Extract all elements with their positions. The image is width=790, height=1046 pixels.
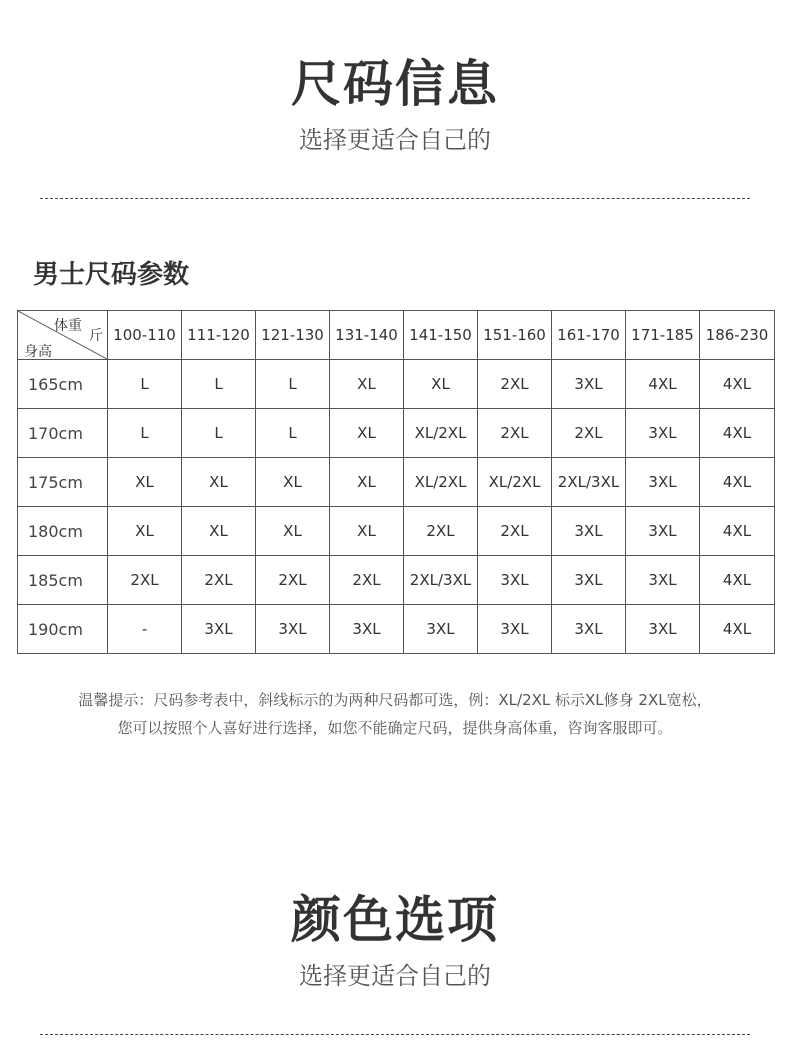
size-cell: 3XL [182, 605, 256, 654]
size-cell: XL [330, 409, 404, 458]
column-header: 171-185 [626, 311, 700, 360]
weight-unit-label: 斤 [89, 328, 103, 344]
size-cell: XL [404, 360, 478, 409]
size-cell: 4XL [700, 458, 775, 507]
size-cell: XL/2XL [478, 458, 552, 507]
table-row [18, 556, 775, 605]
size-info-subtitle: 选择更适合自己的 [299, 126, 491, 154]
size-cell: XL [182, 507, 256, 556]
size-cell: 2XL [404, 507, 478, 556]
size-cell: 2XL/3XL [404, 556, 478, 605]
size-cell: 4XL [700, 556, 775, 605]
size-info-title: 尺码信息 [291, 55, 499, 113]
row-height-label: 170cm [18, 409, 108, 458]
color-options-subtitle: 选择更适合自己的 [299, 962, 491, 990]
size-cell: 3XL [552, 360, 626, 409]
size-cell: 3XL [256, 605, 330, 654]
size-cell: 3XL [404, 605, 478, 654]
column-header: 141-150 [404, 311, 478, 360]
row-height-label: 185cm [18, 556, 108, 605]
table-header-row [18, 311, 775, 360]
size-cell: 2XL [256, 556, 330, 605]
row-height-label: 190cm [18, 605, 108, 654]
height-label: 身高 [24, 344, 52, 360]
size-cell: 2XL [478, 409, 552, 458]
size-cell: 2XL [330, 556, 404, 605]
column-header: 186-230 [700, 311, 775, 360]
table-row [18, 507, 775, 556]
note-line-2: 您可以按照个人喜好进行选择，如您不能确定尺码，提供身高体重，咨询客服即可。 [117, 719, 673, 737]
size-cell: 3XL [626, 409, 700, 458]
size-cell: XL [330, 507, 404, 556]
size-cell: 2XL [478, 360, 552, 409]
size-cell: 3XL [626, 458, 700, 507]
dashed-divider [40, 1034, 750, 1035]
size-cell: L [256, 360, 330, 409]
row-height-label: 165cm [18, 360, 108, 409]
size-cell: XL [182, 458, 256, 507]
size-cell: 3XL [626, 605, 700, 654]
size-cell: 2XL/3XL [552, 458, 626, 507]
size-cell: 3XL [478, 605, 552, 654]
size-cell: L [256, 409, 330, 458]
dashed-divider [40, 198, 750, 199]
size-cell: XL [256, 458, 330, 507]
size-cell: L [182, 409, 256, 458]
table-heading: 男士尺码参数 [33, 260, 190, 290]
size-cell: 3XL [552, 556, 626, 605]
table-row [18, 605, 775, 654]
color-options-title: 颜色选项 [291, 891, 499, 949]
column-header: 100-110 [108, 311, 182, 360]
size-cell: XL [108, 458, 182, 507]
size-cell: 2XL [182, 556, 256, 605]
size-cell: 2XL [478, 507, 552, 556]
size-cell: XL/2XL [404, 458, 478, 507]
column-header: 151-160 [478, 311, 552, 360]
size-cell: 3XL [330, 605, 404, 654]
size-cell: L [108, 409, 182, 458]
note-line-1: 温馨提示：尺码参考表中，斜线标示的为两种尺码都可选，例：XL/2XL 标示XL修身 2XL宽松， [78, 691, 712, 709]
row-height-label: 175cm [18, 458, 108, 507]
table-row [18, 458, 775, 507]
size-cell: 3XL [552, 605, 626, 654]
size-cell: 2XL [552, 409, 626, 458]
weight-label: 体重 [54, 318, 82, 334]
size-cell: - [108, 605, 182, 654]
column-header: 121-130 [256, 311, 330, 360]
size-cell: XL [330, 360, 404, 409]
column-header: 111-120 [182, 311, 256, 360]
size-cell: 3XL [552, 507, 626, 556]
size-cell: XL [108, 507, 182, 556]
column-header: 131-140 [330, 311, 404, 360]
corner-cell [18, 311, 108, 360]
size-cell: 4XL [626, 360, 700, 409]
size-cell: 3XL [626, 507, 700, 556]
size-cell: XL [330, 458, 404, 507]
table-row [18, 409, 775, 458]
size-cell: 4XL [700, 507, 775, 556]
row-height-label: 180cm [18, 507, 108, 556]
size-cell: 4XL [700, 409, 775, 458]
size-cell: XL [256, 507, 330, 556]
size-cell: L [108, 360, 182, 409]
size-cell: 4XL [700, 605, 775, 654]
size-table [17, 310, 775, 654]
size-cell: 3XL [626, 556, 700, 605]
size-cell: L [182, 360, 256, 409]
size-cell: 4XL [700, 360, 775, 409]
table-row [18, 360, 775, 409]
size-cell: XL/2XL [404, 409, 478, 458]
size-cell: 2XL [108, 556, 182, 605]
size-cell: 3XL [478, 556, 552, 605]
column-header: 161-170 [552, 311, 626, 360]
